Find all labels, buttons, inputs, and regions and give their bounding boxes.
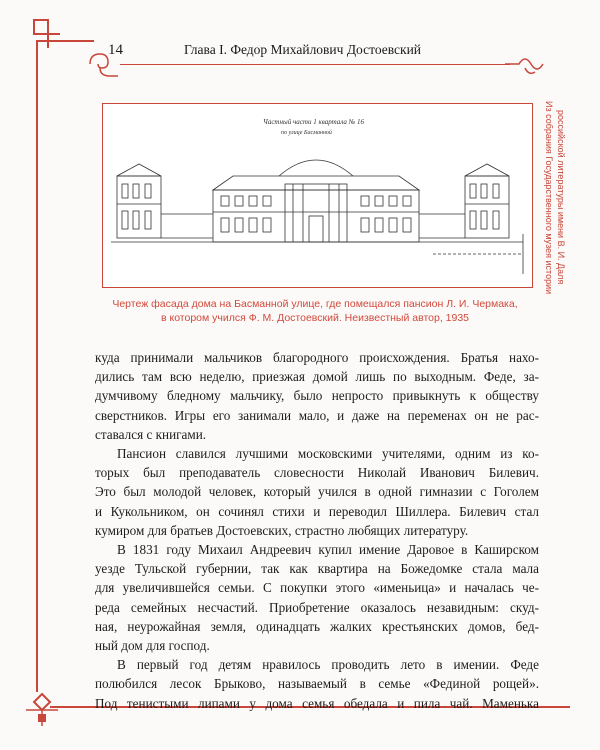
- frame-left-line: [36, 42, 38, 692]
- text-line: полюбился лесок Брыково, называемый в семье «Фединой рощей».: [95, 676, 539, 692]
- text-line: сверстников. Игры его занимали мало, и даже на переменах он не рас-: [95, 407, 539, 423]
- body-text: [95, 348, 539, 713]
- text-line: В первый год детям нравилось проводить лето в имении. Феде: [117, 657, 539, 673]
- chapter-title: Глава I. Федор Михайлович Достоевский: [184, 42, 422, 57]
- text-line: реда семейных несчастий. Приобретение оказалось незавидным: скуд-: [95, 599, 539, 615]
- text-line: Под тенистыми липами у дома семья обедала и пила чай. Маменька: [95, 695, 539, 711]
- image-credit: [534, 100, 576, 295]
- paragraph-4: [95, 655, 539, 713]
- figure-caption: [90, 297, 540, 325]
- top-left-ornament: [26, 14, 66, 54]
- drawing-title-line1: Частный части 1 квартала № 16: [263, 118, 365, 126]
- text-line: торых был преподаватель словесности Николай Иванович Билевич.: [95, 465, 539, 481]
- bottom-left-ornament: [22, 690, 62, 730]
- text-line: Это был молодой человек, который учился в одной гимназии с Гоголем: [95, 484, 539, 500]
- text-line: ный дом для господ.: [95, 638, 210, 654]
- caption-line-1: Чертеж фасада дома на Басманной улице, где помещался пансион Л. И. Чермака,: [112, 298, 518, 310]
- text-line: В 1831 году Михаил Андреевич купил имение Даровое в Каширском: [117, 542, 539, 558]
- text-line: куда принимали мальчиков благородного происхождения. Братья нахо-: [95, 350, 539, 365]
- image-credit-line1: Из собрания Государственного музея истории: [544, 100, 554, 295]
- text-line: ная, неурожайная земля, одинадцать жалких крестьянских домов, бед-: [95, 618, 539, 634]
- image-credit-line2: российской литературы имени В. И. Даля: [556, 110, 566, 285]
- text-line: для увеличившейся семьи. С покупки этого «именьица» и началась че-: [95, 580, 539, 596]
- running-header: [108, 38, 528, 62]
- text-line: кумиром для братьев Достоевских, страстно любящих литературу.: [95, 522, 469, 538]
- text-line: и Кукольником, он сочинял стихи и переводил Шиллера. Билевич стал: [95, 503, 539, 519]
- drawing-title-line2: по улице Басманной: [281, 130, 332, 136]
- paragraph-2: [95, 444, 539, 540]
- text-line: Пансион славился лучшими московскими учителями, одним из ко-: [117, 446, 539, 462]
- text-line: дились там всю неделю, приезжая домой лишь по выходным. Феде, за-: [95, 369, 539, 385]
- page-number: 14: [108, 41, 123, 58]
- paragraph-3: [95, 540, 539, 655]
- text-line: уезде Тульской губернии, так как квартира на Божедомке стала мала: [95, 561, 539, 577]
- facade-drawing: [102, 103, 533, 288]
- facade-drawing-svg: [103, 104, 532, 287]
- caption-line-2: в котором учился Ф. М. Достоевский. Неизвестный автор, 1935: [160, 312, 470, 324]
- text-line: ставался с книгами.: [95, 426, 207, 442]
- header-rule: [120, 64, 510, 65]
- text-line: думчивому бледному мальчику, было непросто привыкнуть к обществу: [95, 388, 539, 404]
- paragraph-1: [95, 348, 539, 444]
